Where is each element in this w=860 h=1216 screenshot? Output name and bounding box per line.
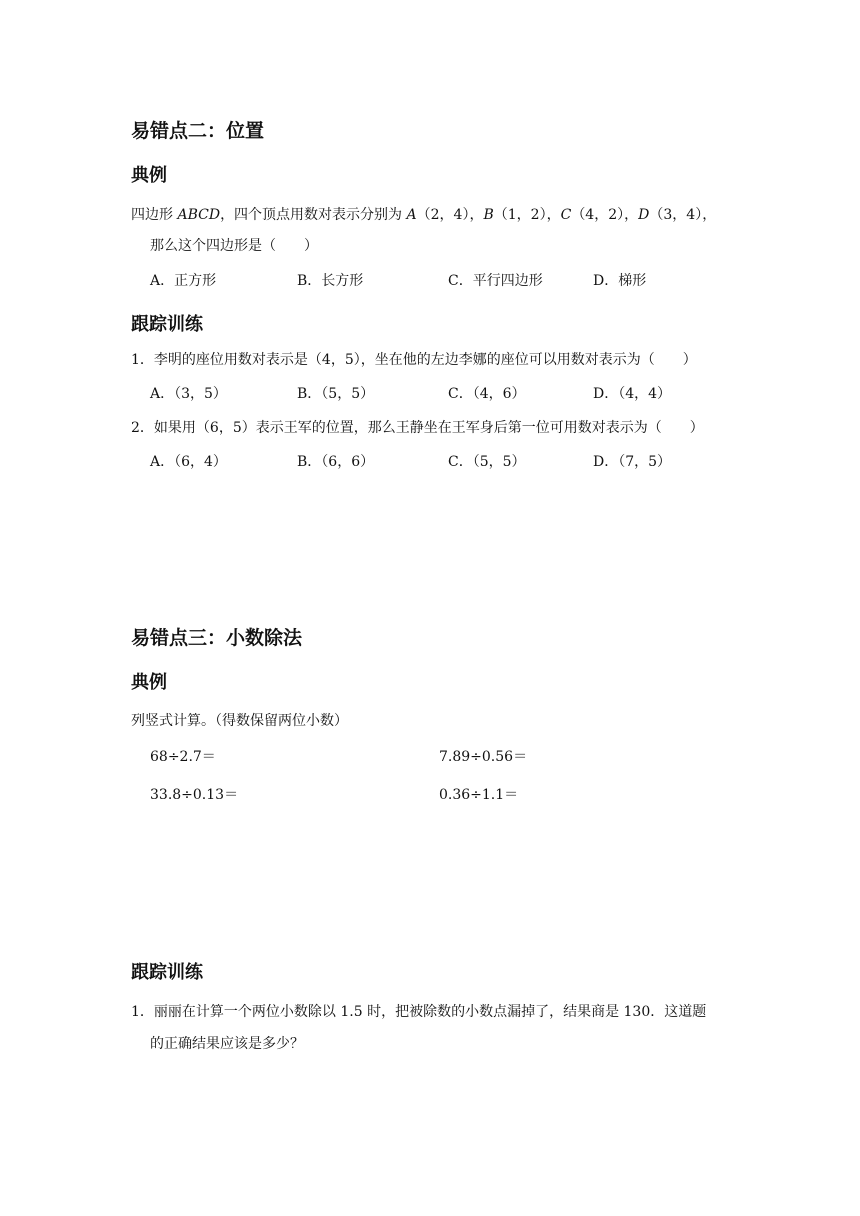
practice-question-1: 1．李明的座位用数对表示是（4，5），坐在他的左边李娜的座位可以用数对表示为（ ） <box>131 352 697 368</box>
q1-option-c: C．（4，6） <box>448 386 526 402</box>
q1-option-d: D．（4，4） <box>593 386 672 402</box>
section-heading-decimal-division: 易错点三：小数除法 <box>131 627 303 649</box>
practice-question-2: 2．如果用（6，5）表示王军的位置，那么王静坐在王军身后第一位可用数对表示为（ ） <box>131 420 704 436</box>
example-heading: 典例 <box>131 165 167 186</box>
practice-question-1-line2: 的正确结果应该是多少？ <box>150 1036 304 1052</box>
practice-question-1-line1: 1．丽丽在计算一个两位小数除以 1.5 时，把被除数的小数点漏掉了，结果商是 130．这道题 <box>131 1004 707 1020</box>
example-instruction: 列竖式计算。（得数保留两位小数） <box>131 713 348 729</box>
division-problem-4: 0.36÷1.1＝ <box>439 787 519 803</box>
example-option-a: A．正方形 <box>150 273 217 289</box>
practice-heading: 跟踪训练 <box>131 314 203 335</box>
q1-option-b: B．（5，5） <box>297 386 375 402</box>
division-problem-3: 33.8÷0.13＝ <box>150 787 239 803</box>
q2-option-b: B．（6，6） <box>297 454 375 470</box>
example-question-line1: 四边形 ABCD，四个顶点用数对表示分别为 A（2，4），B（1，2），C（4，2），D（3，4）， <box>131 207 717 223</box>
example-option-b: B．长方形 <box>297 273 364 289</box>
example-heading: 典例 <box>131 672 167 693</box>
example-question-line2: 那么这个四边形是（ ） <box>150 238 318 254</box>
example-option-c: C．平行四边形 <box>448 273 543 289</box>
example-option-d: D．梯形 <box>593 273 647 289</box>
q1-option-a: A．（3，5） <box>150 386 227 402</box>
practice-heading: 跟踪训练 <box>131 962 203 983</box>
q2-option-c: C．（5，5） <box>448 454 526 470</box>
q2-option-d: D．（7，5） <box>593 454 672 470</box>
section-heading-position: 易错点二：位置 <box>131 120 265 142</box>
q2-option-a: A．（6，4） <box>150 454 227 470</box>
division-problem-1: 68÷2.7＝ <box>150 749 216 765</box>
division-problem-2: 7.89÷0.56＝ <box>439 749 528 765</box>
